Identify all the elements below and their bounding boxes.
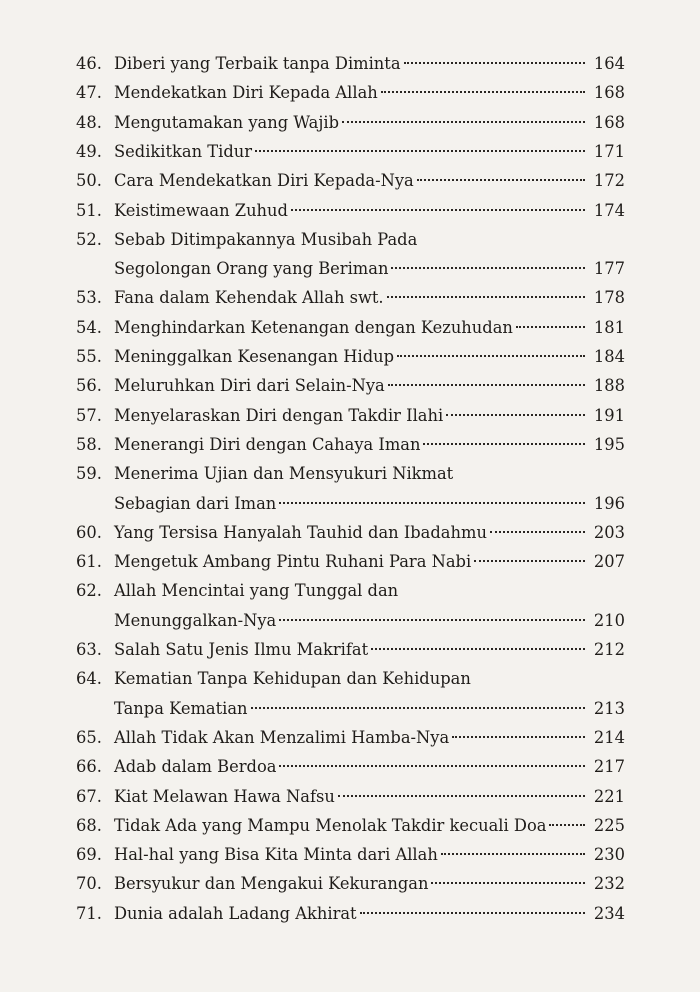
toc-entry-continuation bbox=[0, 694, 700, 724]
toc-entry-title: Yang Tersisa Hanyalah Tauhid dan Ibadahmu bbox=[114, 522, 487, 542]
toc-entry-text bbox=[114, 664, 625, 694]
toc-entry-text bbox=[114, 899, 625, 929]
toc-entry-text bbox=[114, 342, 625, 372]
toc-entry-text bbox=[114, 430, 625, 460]
toc-entry bbox=[0, 401, 700, 431]
toc-entry-number: 46. bbox=[76, 54, 102, 73]
toc-entry-number: 69. bbox=[76, 845, 102, 865]
toc-entry-page-number: 181 bbox=[593, 317, 625, 337]
toc-entry-title: Menunggalkan-Nya bbox=[114, 610, 277, 630]
toc-entry bbox=[0, 840, 700, 870]
toc-entry bbox=[0, 108, 700, 138]
toc-entry bbox=[0, 664, 700, 694]
toc-entry-page-number: 177 bbox=[593, 259, 625, 279]
dot-leader bbox=[279, 619, 585, 621]
toc-entry-page-number: 203 bbox=[593, 522, 625, 542]
toc-entry-text bbox=[114, 371, 625, 401]
toc-entry-text bbox=[114, 137, 625, 167]
toc-entry-page-number: 188 bbox=[593, 376, 625, 396]
toc-entry-page-number: 172 bbox=[593, 171, 625, 191]
toc-entry-page-number: 234 bbox=[593, 903, 625, 923]
dot-leader bbox=[279, 765, 585, 767]
toc-entry-number: 71. bbox=[76, 903, 102, 923]
toc-entry bbox=[0, 782, 700, 812]
dot-leader bbox=[474, 560, 585, 562]
toc-entry-page-number: 210 bbox=[593, 610, 625, 630]
toc-entry-title: Menerangi Diri dengan Cahaya Iman bbox=[114, 434, 421, 454]
dot-leader bbox=[404, 62, 585, 64]
toc-entry-page-number: 212 bbox=[593, 640, 625, 659]
toc-entry-page-number: 207 bbox=[593, 552, 625, 572]
toc-entry-number: 56. bbox=[76, 376, 102, 396]
dot-leader bbox=[446, 414, 585, 416]
toc-entry-title: Tidak Ada yang Mampu Menolak Takdir kecuali Doa bbox=[114, 815, 547, 835]
dot-leader bbox=[452, 736, 585, 738]
toc-entry-number: 63. bbox=[76, 640, 102, 659]
toc-entry-number: 60. bbox=[76, 522, 102, 542]
toc-entry-page-number: 168 bbox=[593, 83, 625, 103]
toc-entry-number: 55. bbox=[76, 347, 102, 366]
toc-entry-title: Menerima Ujian dan Mensyukuri Nikmat bbox=[114, 464, 454, 484]
toc-entry-text bbox=[114, 196, 625, 226]
toc-entry-number: 59. bbox=[76, 464, 102, 484]
toc-entry-page-number: 230 bbox=[593, 845, 625, 865]
dot-leader bbox=[255, 150, 585, 152]
toc-entry-title: Allah Tidak Akan Menzalimi Hamba-Nya bbox=[114, 727, 450, 747]
toc-entry-number: 51. bbox=[76, 200, 102, 220]
toc-entry-title: Dunia adalah Ladang Akhirat bbox=[114, 903, 357, 923]
toc-entry-page-number: 195 bbox=[593, 434, 625, 454]
toc-entry-number: 58. bbox=[76, 434, 102, 454]
toc-entry-title: Diberi yang Terbaik tanpa Diminta bbox=[114, 54, 401, 73]
toc-entry-page-number: 221 bbox=[593, 786, 625, 806]
toc-entry-text bbox=[114, 401, 625, 431]
toc-entry-text bbox=[114, 752, 625, 782]
toc-entry-text bbox=[114, 49, 625, 79]
toc-entry-title: Sedikitkan Tidur bbox=[114, 141, 253, 161]
dot-leader bbox=[391, 267, 585, 269]
dot-leader bbox=[387, 296, 585, 298]
toc-entry-number: 62. bbox=[76, 581, 102, 601]
toc-entry-page-number: 196 bbox=[593, 493, 625, 513]
toc-entry bbox=[0, 752, 700, 782]
toc-entry-page-number: 214 bbox=[593, 727, 625, 747]
toc-entry-number: 68. bbox=[76, 815, 102, 835]
toc-entry-number: 48. bbox=[76, 112, 102, 132]
toc-entry-page-number: 168 bbox=[593, 112, 625, 132]
toc-entry-title: Fana dalam Kehendak Allah swt. bbox=[114, 288, 384, 308]
toc-entry-title: Keistimewaan Zuhud bbox=[114, 200, 288, 220]
toc-entry bbox=[0, 78, 700, 108]
toc-entry bbox=[0, 49, 700, 79]
toc-entry-continuation bbox=[0, 606, 700, 636]
dot-leader bbox=[417, 179, 585, 181]
toc-entry-text bbox=[114, 108, 625, 138]
toc-entry-text bbox=[114, 723, 625, 753]
toc-entry-page-number: 174 bbox=[593, 200, 625, 220]
toc-entry-number: 49. bbox=[76, 141, 102, 161]
toc-entry-title: Mengetuk Ambang Pintu Ruhani Para Nabi bbox=[114, 552, 472, 572]
toc-entry-number: 61. bbox=[76, 552, 102, 572]
toc-entry-page-number: 164 bbox=[593, 54, 625, 73]
toc-entry-text bbox=[114, 694, 625, 724]
dot-leader bbox=[251, 707, 585, 709]
dot-leader bbox=[397, 355, 585, 357]
toc-entry-text bbox=[114, 518, 625, 548]
dot-leader bbox=[490, 531, 585, 533]
toc-entry bbox=[0, 137, 700, 167]
toc-entry bbox=[0, 576, 700, 606]
toc-entry-page-number: 178 bbox=[593, 288, 625, 308]
dot-leader bbox=[516, 326, 585, 328]
dot-leader bbox=[431, 882, 585, 884]
toc-entry-text bbox=[114, 225, 625, 255]
toc-entry-continuation bbox=[0, 489, 700, 519]
toc-entry-text bbox=[114, 811, 625, 841]
dot-leader bbox=[388, 384, 585, 386]
dot-leader bbox=[338, 795, 585, 797]
toc-entry-number: 70. bbox=[76, 874, 102, 894]
toc-entry-title: Menghindarkan Ketenangan dengan Kezuhudan bbox=[114, 317, 513, 337]
dot-leader bbox=[381, 91, 585, 93]
toc-entry-number: 66. bbox=[76, 757, 102, 777]
toc-entry bbox=[0, 547, 700, 577]
toc-entry-text bbox=[114, 547, 625, 577]
toc-entry-text bbox=[114, 459, 625, 489]
toc-entry-page-number: 232 bbox=[593, 874, 625, 894]
toc-entry-text bbox=[114, 166, 625, 196]
toc-entry bbox=[0, 430, 700, 460]
toc-entry-number: 64. bbox=[76, 669, 102, 689]
toc-entry-title: Sebagian dari Iman bbox=[114, 493, 277, 513]
toc-entry bbox=[0, 723, 700, 753]
toc-entry bbox=[0, 518, 700, 548]
dot-leader bbox=[441, 853, 585, 855]
toc-entry bbox=[0, 283, 700, 313]
toc-entry-title: Adab dalam Berdoa bbox=[114, 757, 277, 777]
toc-entry-text bbox=[114, 283, 625, 313]
toc-entry-text bbox=[114, 635, 625, 665]
toc-entry-text bbox=[114, 313, 625, 343]
toc-entry-title: Hal-hal yang Bisa Kita Minta dari Allah bbox=[114, 845, 438, 865]
toc-entry bbox=[0, 342, 700, 372]
toc-entry-title: Menyelaraskan Diri dengan Takdir Ilahi bbox=[114, 405, 444, 425]
toc-entry-title: Tanpa Kematian bbox=[114, 698, 248, 718]
toc-entry-title: Segolongan Orang yang Beriman bbox=[114, 259, 389, 279]
toc-entry-page-number: 225 bbox=[593, 815, 625, 835]
toc-entry bbox=[0, 313, 700, 343]
toc-entry-number: 54. bbox=[76, 317, 102, 337]
toc-entry-title: Mengutamakan yang Wajib bbox=[114, 112, 340, 132]
dot-leader bbox=[291, 209, 585, 211]
toc-entry-text bbox=[114, 782, 625, 812]
toc-entry-title: Mendekatkan Diri Kepada Allah bbox=[114, 83, 378, 103]
toc-entry-number: 50. bbox=[76, 171, 102, 191]
toc-entry-title: Meluruhkan Diri dari Selain-Nya bbox=[114, 376, 385, 396]
toc-entry bbox=[0, 225, 700, 255]
toc-entry-text bbox=[114, 489, 625, 519]
toc-entry-number: 52. bbox=[76, 229, 102, 249]
toc-entry-page-number: 171 bbox=[593, 141, 625, 161]
toc-entry bbox=[0, 196, 700, 226]
dot-leader bbox=[549, 824, 585, 826]
toc-entry-number: 53. bbox=[76, 288, 102, 308]
toc-entry-title: Kiat Melawan Hawa Nafsu bbox=[114, 786, 335, 806]
toc-entry-title: Meninggalkan Kesenangan Hidup bbox=[114, 347, 395, 366]
toc-entry-number: 47. bbox=[76, 83, 102, 103]
dot-leader bbox=[342, 121, 585, 123]
toc-entry-number: 57. bbox=[76, 405, 102, 425]
toc-entry-title: Sebab Ditimpakannya Musibah Pada bbox=[114, 229, 418, 249]
toc-entry-text bbox=[114, 254, 625, 284]
toc-entry-text bbox=[114, 869, 625, 899]
toc-entry-number: 67. bbox=[76, 786, 102, 806]
toc-entry-text bbox=[114, 78, 625, 108]
toc-entry bbox=[0, 371, 700, 401]
toc-entry-title: Allah Mencintai yang Tunggal dan bbox=[114, 581, 399, 601]
toc-entry bbox=[0, 459, 700, 489]
dot-leader bbox=[279, 502, 585, 504]
toc-entry-text bbox=[114, 576, 625, 606]
toc-entry bbox=[0, 166, 700, 196]
toc-entry-page-number: 191 bbox=[593, 405, 625, 425]
toc-entry-page-number: 184 bbox=[593, 347, 625, 366]
dot-leader bbox=[423, 443, 585, 445]
toc-entry-page-number: 217 bbox=[593, 757, 625, 777]
toc-entry-title: Kematian Tanpa Kehidupan dan Kehidupan bbox=[114, 669, 471, 689]
toc-entry bbox=[0, 869, 700, 899]
toc-entry-text bbox=[114, 840, 625, 870]
dot-leader bbox=[371, 648, 585, 650]
toc-entry-title: Bersyukur dan Mengakui Kekurangan bbox=[114, 874, 429, 894]
toc-entry-number: 65. bbox=[76, 727, 102, 747]
toc-entry bbox=[0, 811, 700, 841]
toc-entry bbox=[0, 899, 700, 929]
toc-entry-title: Salah Satu Jenis Ilmu Makrifat bbox=[114, 640, 369, 659]
toc-entry bbox=[0, 635, 700, 665]
toc-entry-text bbox=[114, 606, 625, 636]
toc-entry-continuation bbox=[0, 254, 700, 284]
toc-entry-title: Cara Mendekatkan Diri Kepada-Nya bbox=[114, 171, 414, 191]
dot-leader bbox=[360, 912, 585, 914]
toc-entry-page-number: 213 bbox=[593, 698, 625, 718]
